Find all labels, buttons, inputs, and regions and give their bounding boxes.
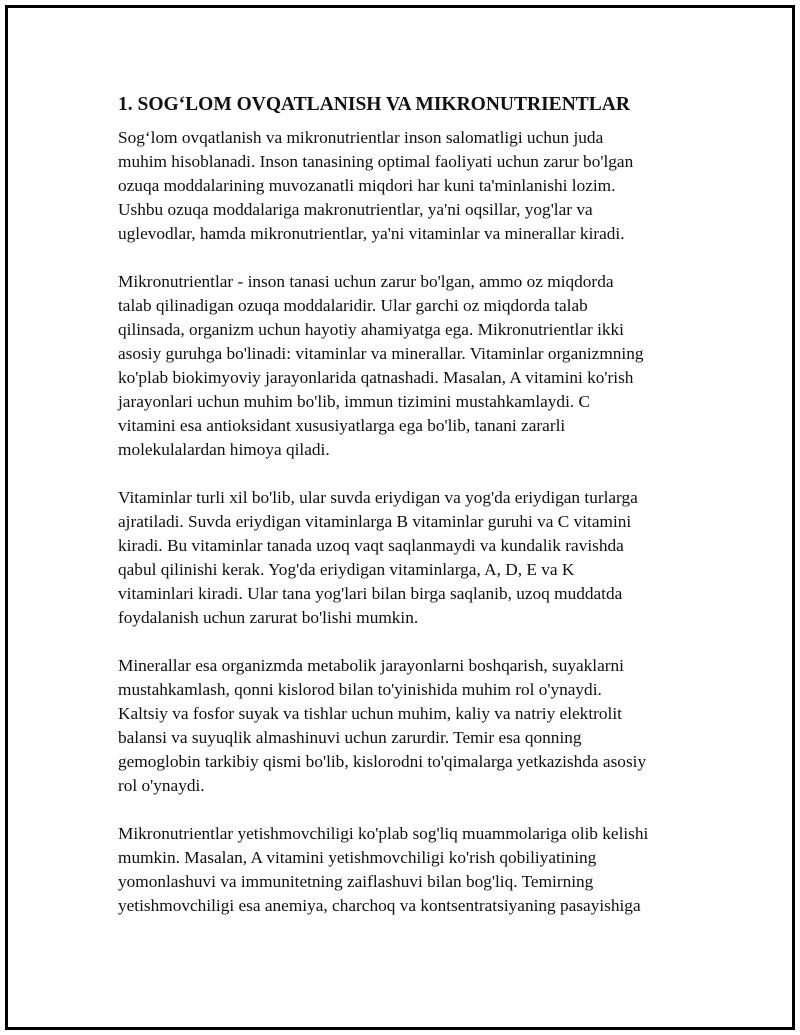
text-line: balansi va suyuqlik almashinuvi uchun zarurdir. Temir esa qonning (118, 728, 582, 747)
text-line: kiradi. Bu vitaminlar tanada uzoq vaqt saqlanmaydi va kundalik ravishda (118, 536, 624, 555)
paragraph (118, 270, 690, 462)
text-line: uglevodlar, hamda mikronutrientlar, ya'ni vitaminlar va minerallar kiradi. (118, 224, 625, 243)
text-line: gemoglobin tarkibiy qismi bo'lib, kislorodni to'qimalarga yetkazishda asosiy (118, 752, 647, 771)
text-line: qabul qilinishi kerak. Yog'da eriydigan vitaminlarga, A, D, E va K (118, 560, 575, 579)
text-line: ko'plab biokimyoviy jarayonlarida qatnashadi. Masalan, A vitamini ko'rish (118, 368, 634, 387)
section-heading: 1. SOG‘LOM OVQATLANISH VA MIKRONUTRIENTLAR (118, 94, 630, 115)
text-line: mumkin. Masalan, A vitamini yetishmovchiligi ko'rish qobiliyatining (118, 848, 597, 867)
paragraph-list (110, 126, 690, 918)
text-line: Ushbu ozuqa moddalariga makronutrientlar, ya'ni oqsillar, yog'lar va (118, 200, 593, 219)
text-line: Mikronutrientlar yetishmovchiligi ko'plab sog'liq muammolariga olib kelishi (118, 824, 649, 843)
text-line: qilinsada, organizm uchun hayotiy ahamiyatga ega. Mikronutrientlar ikki (118, 320, 624, 339)
text-line: asosiy guruhga bo'linadi: vitaminlar va minerallar. Vitaminlar organizmning (118, 344, 644, 363)
text-line: Sog‘lom ovqatlanish va mikronutrientlar inson salomatligi uchun juda (118, 128, 604, 147)
text-line: yetishmovchiligi esa anemiya, charchoq va kontsentratsiyaning pasayishiga (118, 896, 641, 915)
text-line: molekulalardan himoya qiladi. (118, 440, 330, 459)
text-line: Mikronutrientlar - inson tanasi uchun zarur bo'lgan, ammo oz miqdorda (118, 272, 614, 291)
text-line: vitaminlari kiradi. Ular tana yog'lari bilan birga saqlanib, uzoq muddatda (118, 584, 623, 603)
document-body (110, 88, 690, 942)
paragraph (118, 126, 690, 246)
paragraph (118, 486, 690, 630)
text-line: vitamini esa antioksidant xususiyatlarga ega bo'lib, tanani zararli (118, 416, 566, 435)
text-line: ajratiladi. Suvda eriydigan vitaminlarga B vitaminlar guruhi va C vitamini (118, 512, 632, 531)
text-line: talab qilinadigan ozuqa moddalaridir. Ular garchi oz miqdorda talab (118, 296, 588, 315)
text-line: rol o'ynaydi. (118, 776, 205, 795)
text-line: muhim hisoblanadi. Inson tanasining optimal faoliyati uchun zarur bo'lgan (118, 152, 634, 171)
paragraph (118, 654, 690, 798)
text-line: jarayonlari uchun muhim bo'lib, immun tizimini mustahkamlaydi. C (118, 392, 591, 411)
text-line: ozuqa moddalarining muvozanatli miqdori har kuni ta'minlanishi lozim. (118, 176, 616, 195)
text-line: Minerallar esa organizmda metabolik jarayonlarni boshqarish, suyaklarni (118, 656, 624, 675)
text-line: foydalanish uchun zarurat bo'lishi mumkin. (118, 608, 419, 627)
text-line: Kaltsiy va fosfor suyak va tishlar uchun muhim, kaliy va natriy elektrolit (118, 704, 622, 723)
text-line: mustahkamlash, qonni kislorod bilan to'yinishida muhim rol o'ynaydi. (118, 680, 602, 699)
text-line: yomonlashuvi va immunitetning zaiflashuvi bilan bog'liq. Temirning (118, 872, 594, 891)
text-line: Vitaminlar turli xil bo'lib, ular suvda eriydigan va yog'da eriydigan turlarga (118, 488, 638, 507)
paragraph (118, 822, 690, 918)
